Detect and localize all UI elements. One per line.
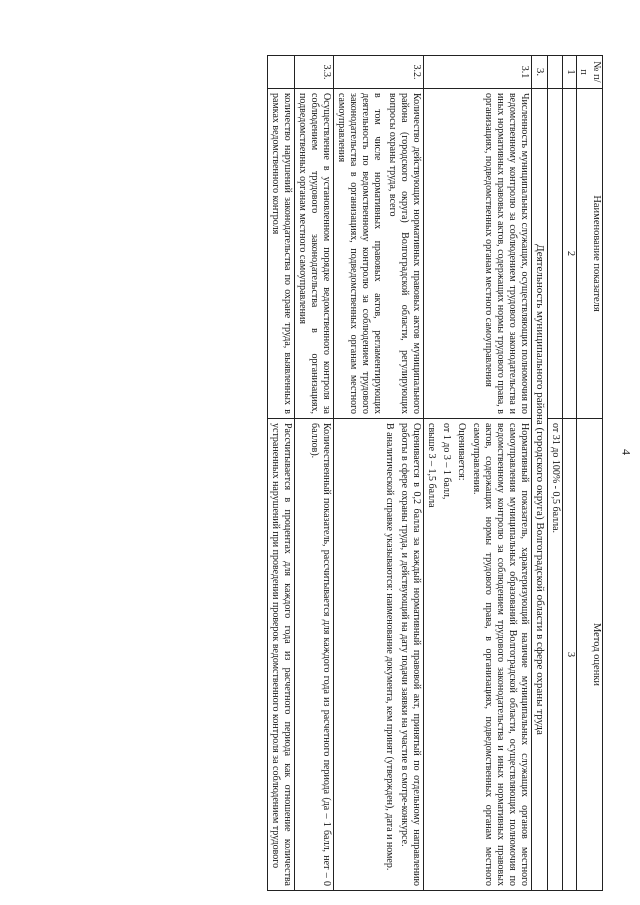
table-row xyxy=(268,56,295,891)
header-number-3: 3 xyxy=(563,419,577,891)
method-paragraph: Оценивается в 0,2 балла за каждый нормативный правовой акт, принятый по отдельному направлению работы в сфере охраны труда, и действующий на дату подачи заявки на участие в смотре-конкурсе. xyxy=(399,423,423,886)
page-number: 4 xyxy=(619,449,634,455)
method-paragraph: свыше 3 – 1,5 балла xyxy=(426,423,438,508)
header-number-1: 1 xyxy=(563,56,577,89)
indicator-name: Осуществление в установленном порядке ведомственного контроля за соблюдением трудового законодательства в организациях, подведомственных органам местного самоуправления xyxy=(295,89,334,419)
evaluation-method: Рассчитывается в процентах для каждого года из расчетного периода как отношение количества устраненных нарушений при проведении проверок ведомственного контроля за соблюдением трудового xyxy=(268,419,295,891)
method-paragraph: Нормативный показатель, характеризующий наличие муниципальных служащих органов местного самоуправления муниципальных образований Волгоградской области, осуществляющих полномочия по ведомственному контролю за соблюдением трудового законодательства и иных нормативных правовых актов, содержащих нормы трудового права, в организациях, подведомственных органам местного самоуправления. xyxy=(471,423,531,886)
table-row xyxy=(334,56,424,891)
method-paragraph: от 1 до 3 – 1 балл, xyxy=(441,423,453,500)
section-number: 3. xyxy=(532,56,548,89)
method-paragraph: Оценивается: xyxy=(456,423,468,481)
indicator-name: Численность муниципальных служащих, осуществляющих полномочия по ведомственному контролю за соблюдением трудового законодательства и иных нормативных правовых актов, содержащих нормы трудового права, в организациях, подведомственных органам местного самоуправления xyxy=(424,89,532,419)
method-paragraph: В аналитической справке указываются: наименование документа, кем принят (утвержден), дата и номер. xyxy=(384,423,396,871)
evaluation-method xyxy=(424,419,532,891)
evaluation-method xyxy=(334,419,424,891)
section-title: Деятельность муниципального района (городского округа) Волгоградской области в сфере охраны труда xyxy=(532,89,548,891)
header-num: № п/п xyxy=(576,56,602,89)
indicator-name: количество нарушений законодательства по охране труда, выявленных в рамках ведомственного контроля xyxy=(268,89,295,419)
row-number xyxy=(268,56,295,89)
row-number: 3.1 xyxy=(424,56,532,89)
header-number-2: 2 xyxy=(563,89,577,419)
header-method: Метод оценки xyxy=(576,419,602,891)
row-number: 3.2. xyxy=(334,56,424,89)
header-row xyxy=(576,56,602,891)
row-number: 3.3. xyxy=(295,56,334,89)
name-paragraph: Количество действующих нормативных правовых актов муниципального района (городского округа) Волгоградской области, регулирующих вопросы охраны труда, всего xyxy=(387,93,423,414)
table-row xyxy=(295,56,334,891)
header-numbers-row xyxy=(563,56,577,891)
carry-over-text: от 31 до 100% - 0,5 балла. xyxy=(548,419,563,891)
section-row xyxy=(532,56,548,891)
name-paragraph: в том числе нормативных правовых актов, регламентирующих деятельность по ведомственному контролю за соблюдением трудового законодательства в организациях, подведомственных органам местного самоуправления xyxy=(336,93,384,414)
evaluation-table xyxy=(267,55,603,891)
carry-over-row xyxy=(548,56,563,891)
header-name: Наименование показателя xyxy=(576,89,602,419)
table-row xyxy=(424,56,532,891)
indicator-name xyxy=(334,89,424,419)
evaluation-method: Количественный показатель, рассчитывается для каждого года из расчетного периода (да – 1 балл, нет – 0 баллов). xyxy=(295,419,334,891)
